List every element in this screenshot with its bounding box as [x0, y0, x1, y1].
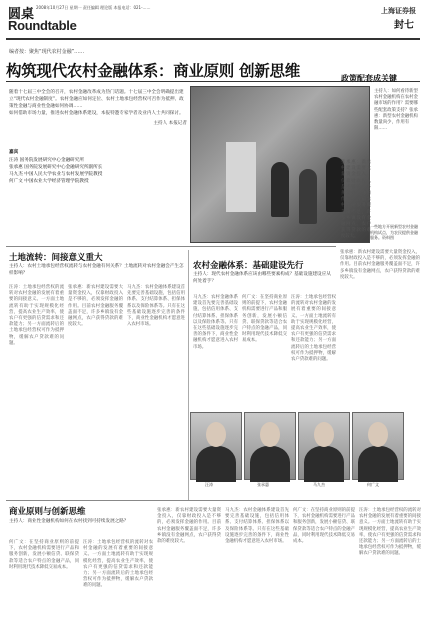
photo-display-panel — [226, 142, 256, 212]
newspaper-name: 上海证券报 — [381, 6, 416, 15]
article-column: 何广文：在坚持商业原则的前提下，农村金融机构需要进行产品和服务创新，发展小额信贷、联保贷款等适合农户特点的金融产品，同时利用现代技术降低交易成本。 — [242, 295, 287, 344]
portrait-photo — [244, 412, 296, 480]
guest-list — [9, 149, 187, 185]
guest-item: 张承惠 国务院发展研究中心金融研究所副所长 — [9, 165, 103, 170]
article-column: 马九杰：农村金融体系建设首先要完善基础设施，包括信用体系、支付结算体系、担保体系以及保险体系等。只有在这些基础设施逐步完善的条件下，商业性金融机构才愿意进入农村市场。 — [193, 295, 238, 350]
photo-person — [271, 162, 289, 217]
article-column: 汪涛：土地承包经营权的流转对农村金融的发展有着重要的间接意义。一方面土地流转有助于实现规模化经营，提高农业生产效率，使农户有更强的信贷需求和还款能力；另一方面流转后的土地承包经营权可作为抵押物，缓解农户贷款难的问题。 — [83, 540, 153, 589]
section-intro-infrastructure: 主持人：现代农村金融体系应该由哪些要素构成？基础设施建设应从何处着手？ — [193, 272, 331, 284]
section-name: 圆桌 — [8, 7, 35, 22]
article-column: 何广文：在坚持商业原则的前提下，农村金融机构需要进行产品和服务创新，发展小额信贷、联保贷款等适合农户特点的金融产品，同时利用现代技术降低交易成本。 — [293, 508, 355, 545]
section-divider — [6, 246, 336, 247]
sidebar-title: 政策配套成关键 — [341, 74, 397, 83]
guest-item: 汪涛 国务院发展研究中心金融研究所 — [9, 158, 84, 163]
guest-item: 何广文 中国农业大学经济管理学院教授 — [9, 179, 89, 184]
lead-text — [9, 89, 187, 127]
article-column: 马九杰：农村金融体系建设首先要完善基础设施，包括信用体系、支付结算体系、担保体系以及保险体系等。只有在这些基础设施逐步完善的条件下，商业性金融机构才愿意进入农村市场。 — [225, 508, 289, 545]
section-intro-commercial: 主持人：商业性金融机构如何在农村找到可持续发展之路？ — [9, 519, 129, 524]
page-number: 封七 — [394, 20, 414, 31]
photo-person — [299, 169, 317, 224]
article-column: 张承惠：新农村建设需要大量资金投入，仅靠财政投入是不够的，必须发挥金融的作用。目前农村金融服务覆盖面不足，许多乡镇没有金融网点，农户获得贷款的难度较大。 — [157, 508, 221, 545]
section-heading-land: 土地流转：间接意义重大 — [9, 253, 103, 263]
portrait-label: 马九杰 — [313, 482, 325, 487]
byline: 主持人 本报记者 — [153, 121, 187, 126]
page-headline: 构筑现代农村金融体系：商业原则 创新思维 — [6, 62, 300, 80]
section-heading-commercial: 商业原则与创新思维 — [9, 507, 86, 517]
sidebar-text: 主持人：如何看待新型农村金融机构在农村金融市场的作用？需要哪些配套政策支持？张承惠：新型农村金融机构数量尚少，作用有限…… — [374, 89, 418, 132]
lead-paragraph: 随着十七届三中全会的召开，农村金融改革成为热门话题。十七届三中全会明确提出建立“现代农村金融制度”。农村金融应如何定位、农村土地承包经营权可否作为抵押、政策性金融与商业性金融如何协调…… — [9, 90, 184, 109]
portrait-label: 汪涛 — [205, 482, 213, 487]
section-intro-land: 主持人：农村土地承包经营权流转与农村金融有何关系？土地流转对农村金融会产生怎样影响？ — [9, 264, 184, 276]
article-column: 汪涛：土地承包经营权的流转对农村金融的发展有着重要的间接意义。一方面土地流转有助于实现规模化经营，提高农业生产效率，使农户有更强的信贷需求和还款能力；另一方面流转后的土地承包经营权可作为抵押物，缓解农户贷款难的问题。 — [291, 295, 336, 363]
article-column: 张承惠：新农村建设需要大量资金投入，仅靠财政投入是不够的，必须发挥金融的作用。目前农村金融服务覆盖面不足，许多乡镇没有金融网点，农户获得贷款的难度较大。 — [68, 285, 123, 328]
section-heading-infrastructure: 农村金融体系：基础建设先行 — [193, 261, 304, 271]
section-english-title: Roundtable — [8, 18, 77, 33]
masthead — [0, 0, 426, 40]
portrait-photo — [190, 412, 242, 480]
lead-paragraph: 如何借助市场力量，推进农村金融体系建设，本报特邀专家学者及业内人士共同探讨。 — [9, 111, 184, 116]
issue-info: 2008年10月27日 星期一 责任编辑 理论版 本报电话：021-…… — [36, 5, 151, 10]
guest-item: 马九杰 中国人民大学农业与农村发展学院教授 — [9, 172, 103, 177]
guest-list-title: 嘉宾 — [9, 150, 19, 155]
photo-caption: 一些地方开展新型农村金融机构试点，为农民提供金融服务。资料图 — [370, 224, 418, 241]
portrait-photo — [352, 412, 404, 480]
article-column: 张承惠：新农村建设需要大量资金投入，仅靠财政投入是不够的，必须发挥金融的作用。目前农村金融服务覆盖面不足，许多乡镇没有金融网点，农户获得贷款的难度较大。 — [340, 250, 420, 280]
portrait-photo — [298, 412, 350, 480]
kicker: 编者按：聚焦“现代农村金融”…… — [9, 49, 85, 55]
column-divider — [188, 250, 189, 500]
article-column: 汪涛：土地承包经营权的流转对农村金融的发展有着重要的间接意义。一方面土地流转有助于实现规模化经营，提高农业生产效率，使农户有更强的信贷需求和还款能力；另一方面流转后的土地承包经营权可作为抵押物，缓解农户贷款难的问题。 — [9, 285, 64, 346]
article-column: 马九杰：农村金融体系建设首先要完善基础设施，包括信用体系、支付结算体系、担保体系以及保险体系等。只有在这些基础设施逐步完善的条件下，商业性金融机构才愿意进入农村市场。 — [127, 285, 185, 328]
section-divider — [6, 500, 420, 501]
article-column: 汪涛：土地承包经营权的流转对农村金融的发展有着重要的间接意义。一方面土地流转有助于实现规模化经营，提高农业生产效率，使农户有更强的信贷需求和还款能力；另一方面流转后的土地承包经营权可作为抵押物，缓解农户贷款难的问题。 — [359, 508, 421, 557]
article-column: 何广文：在坚持商业原则的前提下，农村金融机构需要进行产品和服务创新，发展小额信贷、联保贷款等适合农户特点的金融产品，同时利用现代技术降低交易成本。 — [9, 540, 79, 570]
portrait-label: 何广文 — [367, 482, 379, 487]
sidebar-column: 张承惠：新农村建设需要大量资金投入，仅靠财政投入是不够的，必须发挥金融的作用。目前农村金融服务覆盖面不足，许多乡镇没有金融网点，农户获得贷款的难度较大。 — [341, 160, 371, 240]
portrait-label: 张承惠 — [257, 482, 269, 487]
masthead-rule — [6, 38, 420, 40]
